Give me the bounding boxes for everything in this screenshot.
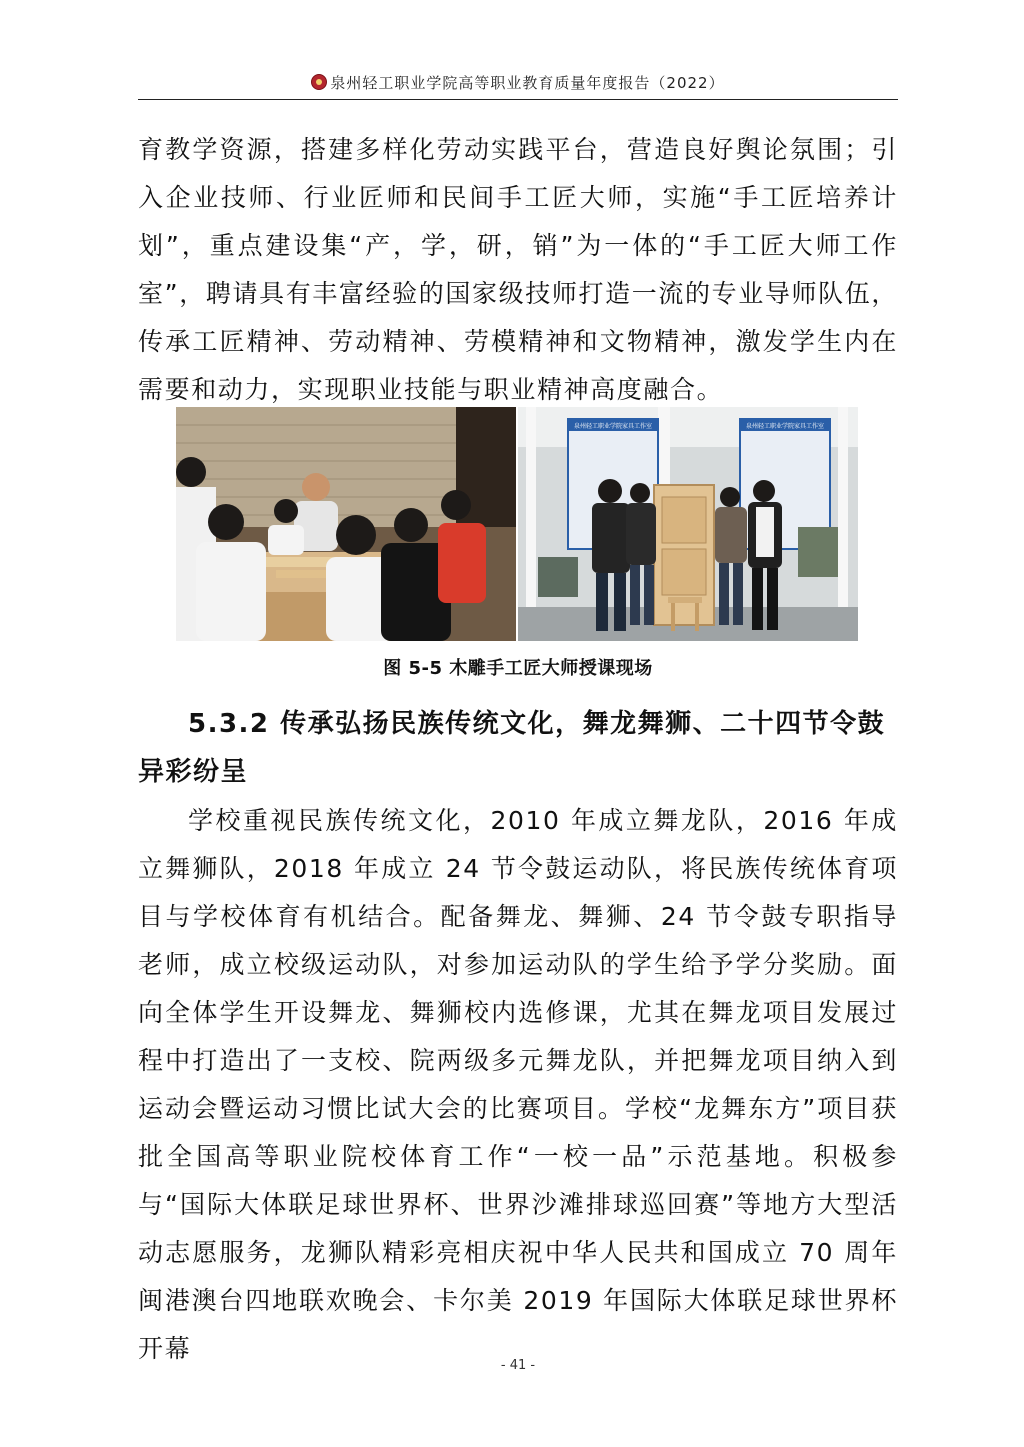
furniture-studio-photo	[518, 407, 858, 641]
figure-caption: 图 5-5 木雕手工匠大师授课现场	[383, 658, 653, 679]
section-heading: 5.3.2 传承弘扬民族传统文化，舞龙舞狮、二十四节令鼓异彩纷呈	[138, 709, 886, 787]
header-title: 泉州轻工职业学院高等职业教育质量年度报告（2022）	[330, 74, 725, 92]
college-logo-icon	[311, 74, 327, 90]
poster-title-2: 泉州轻工职业学院家具工作室	[745, 423, 825, 430]
header-divider	[138, 99, 898, 100]
poster-title-1: 泉州轻工职业学院家具工作室	[573, 423, 653, 430]
furniture-studio-illustration	[518, 407, 858, 641]
body-paragraph-1: 育教学资源，搭建多样化劳动实践平台，营造良好舆论氛围；引入企业技师、行业匠师和民间手工匠大师，实施“手工匠培养计划”，重点建设集“产，学，研，销”为一体的“手工匠大师工作室”，聘请具有丰富经验的国家级技师打造一流的专业导师队伍，传承工匠精神、劳动精神、劳模精神和文物精神，激发学生内在需要和动力，实现职业技能与职业精神高度融合。	[138, 135, 898, 404]
figure-photos	[176, 407, 858, 641]
body-paragraph-2: 学校重视民族传统文化，2010 年成立舞龙队，2016 年成立舞狮队，2018 年成立 24 节令鼓运动队，将民族传统体育项目与学校体育有机结合。配备舞龙、舞狮、24 节令鼓专职指导老师，成立校级运动队，对参加运动队的学生给予学分奖励。面向全体学生开设舞龙、舞狮校内选修课，尤其在舞龙项目发展过程中打造出了一支校、院两级多元舞龙队，并把舞龙项目纳入到运动会暨运动习惯比试大会的比赛项目。学校“龙舞东方”项目获批全国高等职业院校体育工作“一校一品”示范基地。积极参与“国际大体联足球世界杯、世界沙滩排球巡回赛”等地方大型活动志愿服务，龙狮队精彩亮相庆祝中华人民共和国成立 70 周年闽港澳台四地联欢晚会、卡尔美 2019 年国际大体联足球世界杯开幕	[138, 806, 898, 1363]
page-header	[138, 72, 898, 98]
page-number: - 41 -	[500, 1358, 536, 1373]
woodcarving-class-photo	[176, 407, 516, 641]
woodcarving-class-illustration	[176, 407, 516, 641]
